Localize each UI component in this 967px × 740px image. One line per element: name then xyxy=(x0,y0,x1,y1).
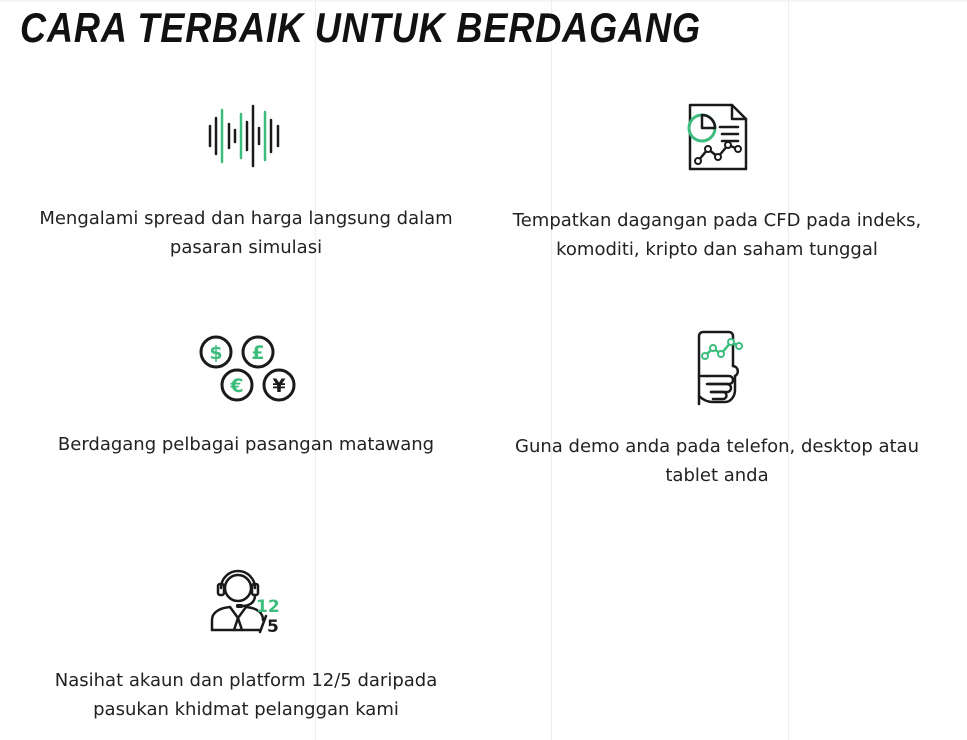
support-hours-top: 12 xyxy=(256,597,280,617)
feature-text: Mengalami spread dan harga langsung dalam pasaran simulasi xyxy=(39,208,453,258)
top-shadow xyxy=(0,0,967,3)
currency-coins-icon xyxy=(196,334,296,404)
feature-text: Berdagang pelbagai pasangan matawang xyxy=(57,434,435,455)
feature-text: Guna demo anda pada telefon, desktop atau tablet anda xyxy=(515,436,919,486)
phone-chart-hand-icon xyxy=(687,330,747,406)
feature-text: Tempatkan dagangan pada CFD pada indeks, komoditi, kripto dan saham tunggal xyxy=(512,210,922,260)
feature-currency-pairs xyxy=(26,334,466,459)
section-heading: CARA TERBAIK UNTUK BERDAGANG xyxy=(20,4,701,51)
dollar-symbol: $ xyxy=(209,342,223,364)
feature-multi-device xyxy=(497,330,937,490)
audio-waveform-icon xyxy=(206,104,286,168)
support-agent-headset-icon xyxy=(206,564,286,636)
feature-text: Nasihat akaun dan platform 12/5 daripada pasukan khidmat pelanggan kami xyxy=(54,670,438,720)
yen-symbol: ¥ xyxy=(272,375,286,397)
report-chart-icon xyxy=(682,101,752,173)
feature-customer-support xyxy=(26,564,466,724)
feature-live-spreads xyxy=(26,104,466,262)
euro-symbol: € xyxy=(230,375,244,397)
support-hours-bottom: 5 xyxy=(267,617,279,636)
feature-cfd-markets xyxy=(497,101,937,264)
pound-symbol: £ xyxy=(251,342,265,364)
